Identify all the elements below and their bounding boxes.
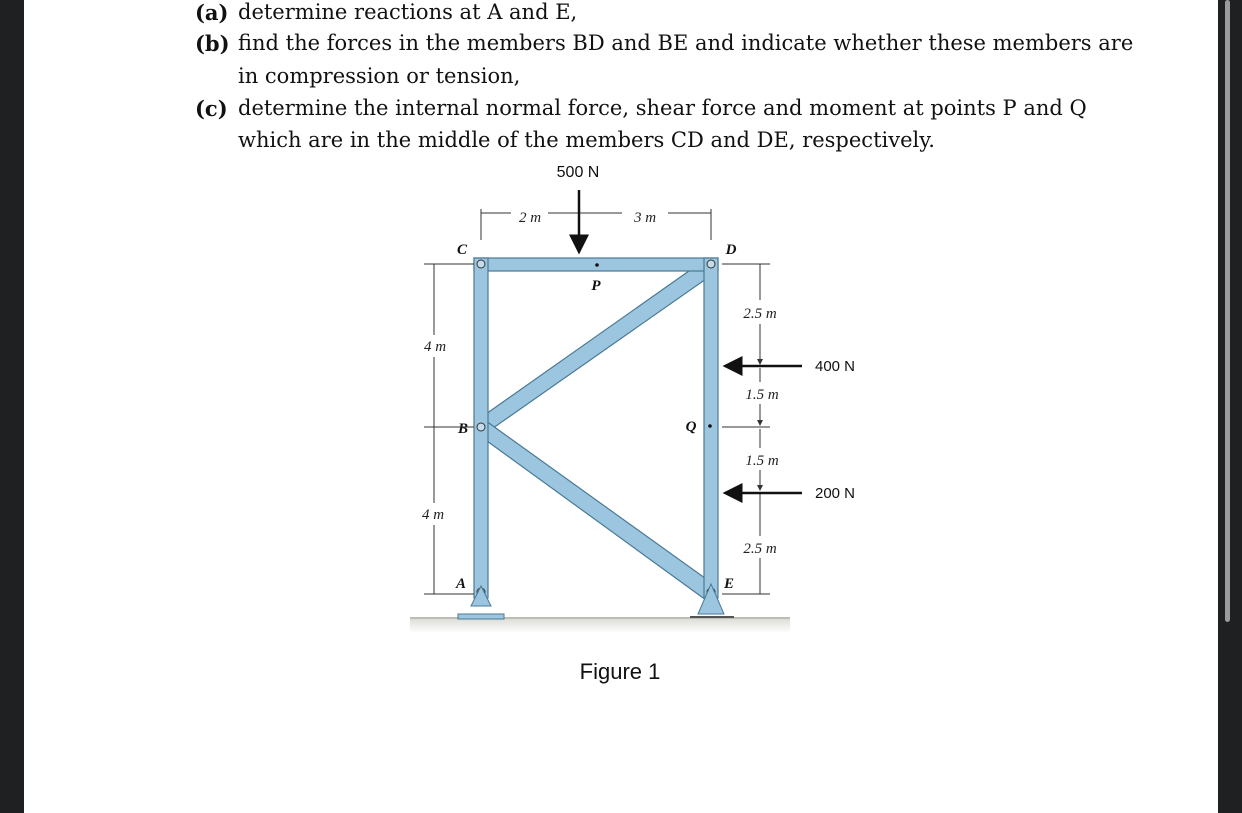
dim-right-2: 1.5 m [745, 387, 779, 403]
label-c: C [456, 242, 468, 258]
dim-right-3: 1.5 m [745, 453, 779, 469]
dim-left-lower: 4 m [421, 507, 445, 523]
label-b: B [457, 421, 469, 437]
point-p-dot [595, 263, 599, 267]
label-p: P [591, 278, 601, 294]
point-q-dot [708, 424, 712, 428]
load-500-label: 500 N [556, 164, 600, 181]
dim-left-upper: 4 m [423, 339, 447, 355]
question-c-label: (c) [195, 96, 228, 121]
label-a: A [455, 576, 467, 592]
load-200-label: 200 N [814, 485, 856, 502]
dim-top-3m: 3 m [633, 210, 657, 226]
question-a-line-1: determine reactions at A and E, [238, 0, 578, 24]
question-b-line-1: find the forces in the members BD and BE and indicate whether these members are [238, 31, 1134, 55]
dim-top-2m: 2 m [518, 210, 542, 226]
label-d: D [725, 242, 737, 258]
load-400-label: 400 N [814, 358, 856, 375]
question-a-label: (a) [195, 0, 229, 25]
figure-caption: Figure 1 [579, 659, 661, 684]
question-c-line-1: determine the internal normal force, shear force and moment at points P and Q [238, 96, 1087, 120]
pins [477, 260, 715, 596]
pin-d [707, 260, 715, 268]
top-dimensions [481, 209, 711, 240]
member-de [704, 258, 718, 598]
members [474, 258, 718, 600]
dim-right-1: 2.5 m [743, 306, 777, 322]
pin-b [477, 423, 485, 431]
label-e: E [723, 576, 735, 592]
question-b-label: (b) [195, 31, 230, 56]
question-c-line-2: which are in the middle of the members CD and DE, respectively. [238, 128, 935, 152]
member-be [476, 421, 716, 600]
dim-right-4: 2.5 m [743, 541, 777, 557]
label-q: Q [685, 419, 697, 435]
question-b-line-2: in compression or tension, [238, 64, 521, 88]
pin-c [477, 260, 485, 268]
